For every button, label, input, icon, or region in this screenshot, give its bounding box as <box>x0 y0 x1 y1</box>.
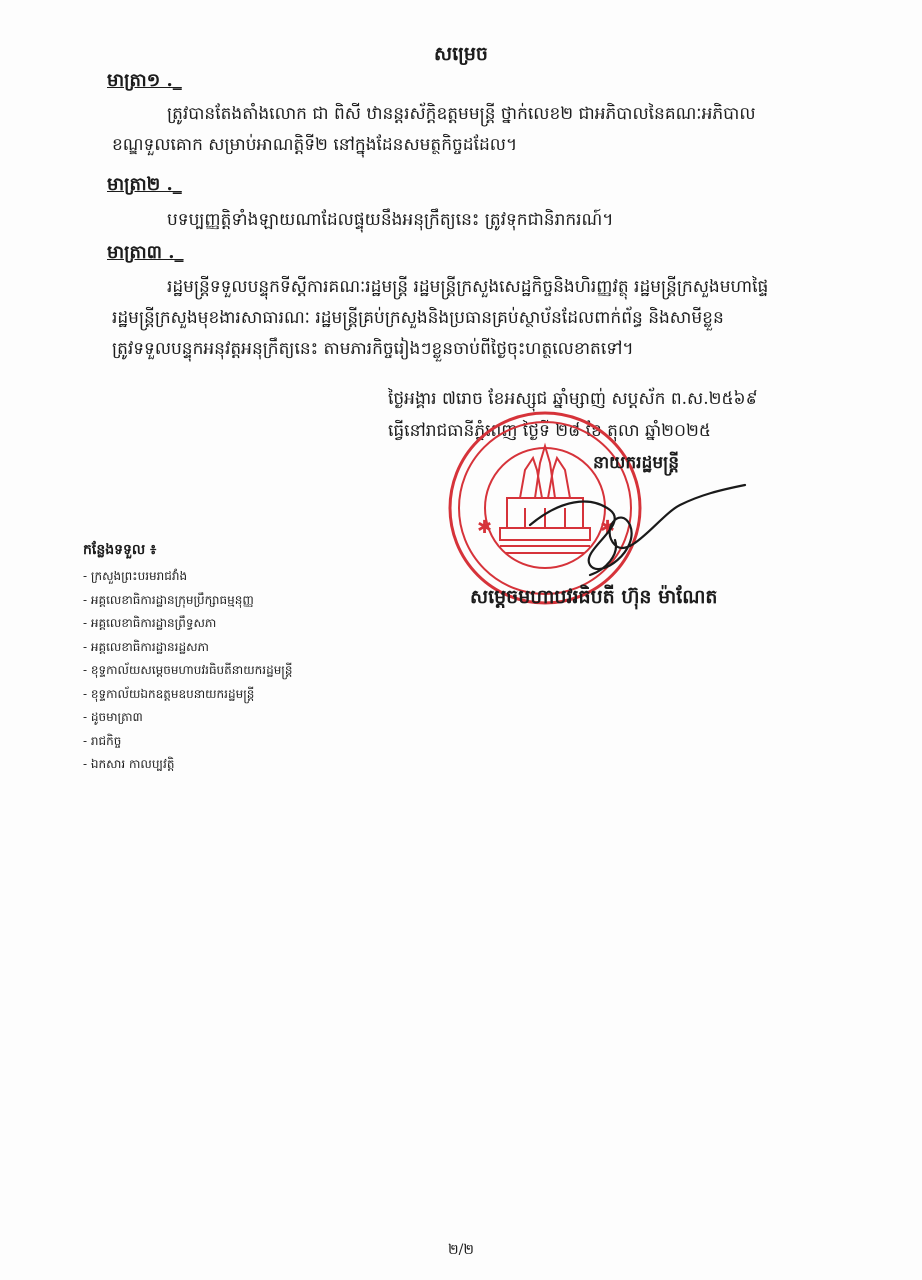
signer-name: សម្តេចមហាបវរធិបតី ហ៊ុន ម៉ាណែត <box>470 586 718 608</box>
article-3-body <box>112 272 872 365</box>
recipient-item: - ដូចមាត្រា៣ <box>83 706 293 730</box>
recipient-item: - អគ្គលេខាធិការដ្ឋានព្រឹទ្ធសភា <box>83 612 293 636</box>
article-3-line: រដ្ឋមន្ត្រីក្រសួងមុខងារសាធារណៈ រដ្ឋមន្ត្រីគ្រប់ក្រសួងនិងប្រធានគ្រប់ស្ថាប័នដែលពាក់ព័ន្ធ និងសាមីខ្លួន <box>112 308 724 328</box>
svg-text:✱: ✱ <box>600 517 616 538</box>
page-number: ២/២ <box>448 1242 474 1258</box>
recipient-item: - អគ្គលេខាធិការដ្ឋានក្រុមប្រឹក្សាធម្មនុញ្ញ <box>83 589 293 613</box>
article-1-heading: មាត្រា១ ._ <box>107 70 182 91</box>
recipient-item: - ឯកសារ កាលប្បវត្តិ <box>83 753 293 777</box>
recipient-item: - ខុទ្ទកាល័យឯកឧត្តមឧបនាយករដ្ឋមន្ត្រី <box>83 683 293 707</box>
recipients-list <box>83 565 293 777</box>
signer-title: នាយករដ្ឋមន្ត្រី <box>593 453 679 473</box>
article-2-heading: មាត្រា២ ._ <box>107 174 182 195</box>
article-3-heading: មាត្រា៣ ._ <box>107 242 184 263</box>
lunar-date-line: ថ្ងៃអង្គារ ៧រោច ខែអស្សុជ ឆ្នាំម្សាញ់ សប្តស័ក ព.ស.២៥៦៩ <box>388 389 758 409</box>
article-2-line: បទប្បញ្ញត្តិទាំងឡាយណាដែលផ្ទុយនឹងអនុក្រឹត្យនេះ ត្រូវទុកជានិរាករណ៍។ <box>167 210 614 230</box>
article-2-body <box>112 205 872 236</box>
document-title: សម្រេច <box>434 43 488 65</box>
article-3-line: រដ្ឋមន្ត្រីទទួលបន្ទុកទីស្តីការគណៈរដ្ឋមន្ត្រី រដ្ឋមន្ត្រីក្រសួងសេដ្ឋកិច្ចនិងហិរញ្ញវត្ថុ រដ្ឋមន្ត្រីក្រសួងមហាផ្ទៃ <box>167 277 769 297</box>
article-1-body <box>112 99 872 161</box>
solar-date-line: ធ្វើនៅរាជធានីភ្នំពេញ ថ្ងៃទី ២៨ ខែ តុលា ឆ្នាំ២០២៥ <box>388 421 711 441</box>
svg-text:✱: ✱ <box>477 517 493 538</box>
recipient-item: - រាជកិច្ច <box>83 730 293 754</box>
article-3-line: ត្រូវទទួលបន្ទុកអនុវត្តអនុក្រឹត្យនេះ តាមភារកិច្ចរៀងៗខ្លួនចាប់ពីថ្ងៃចុះហត្ថលេខាតទៅ។ <box>112 339 634 359</box>
recipient-item: - ក្រសួងព្រះបរមរាជវាំង <box>83 565 293 589</box>
article-1-line: ខណ្ឌទួលគោក សម្រាប់អាណត្តិទី២ នៅក្នុងដែនសមត្ថកិច្ចដដែល។ <box>112 135 518 155</box>
recipient-item: - ខុទ្ទកាល័យសម្តេចមហាបវរធិបតីនាយករដ្ឋមន្ត្រី <box>83 659 293 683</box>
article-1-line: ត្រូវបានតែងតាំងលោក ជា ពិសី ឋានន្តរស័ក្តិឧត្តមមន្ត្រី ថ្នាក់លេខ២ ជាអភិបាលនៃគណៈអភិបាល <box>167 104 756 124</box>
recipients-heading: កន្លែងទទួល ៖ <box>83 542 157 558</box>
recipient-item: - អគ្គលេខាធិការដ្ឋានរដ្ឋសភា <box>83 636 293 660</box>
